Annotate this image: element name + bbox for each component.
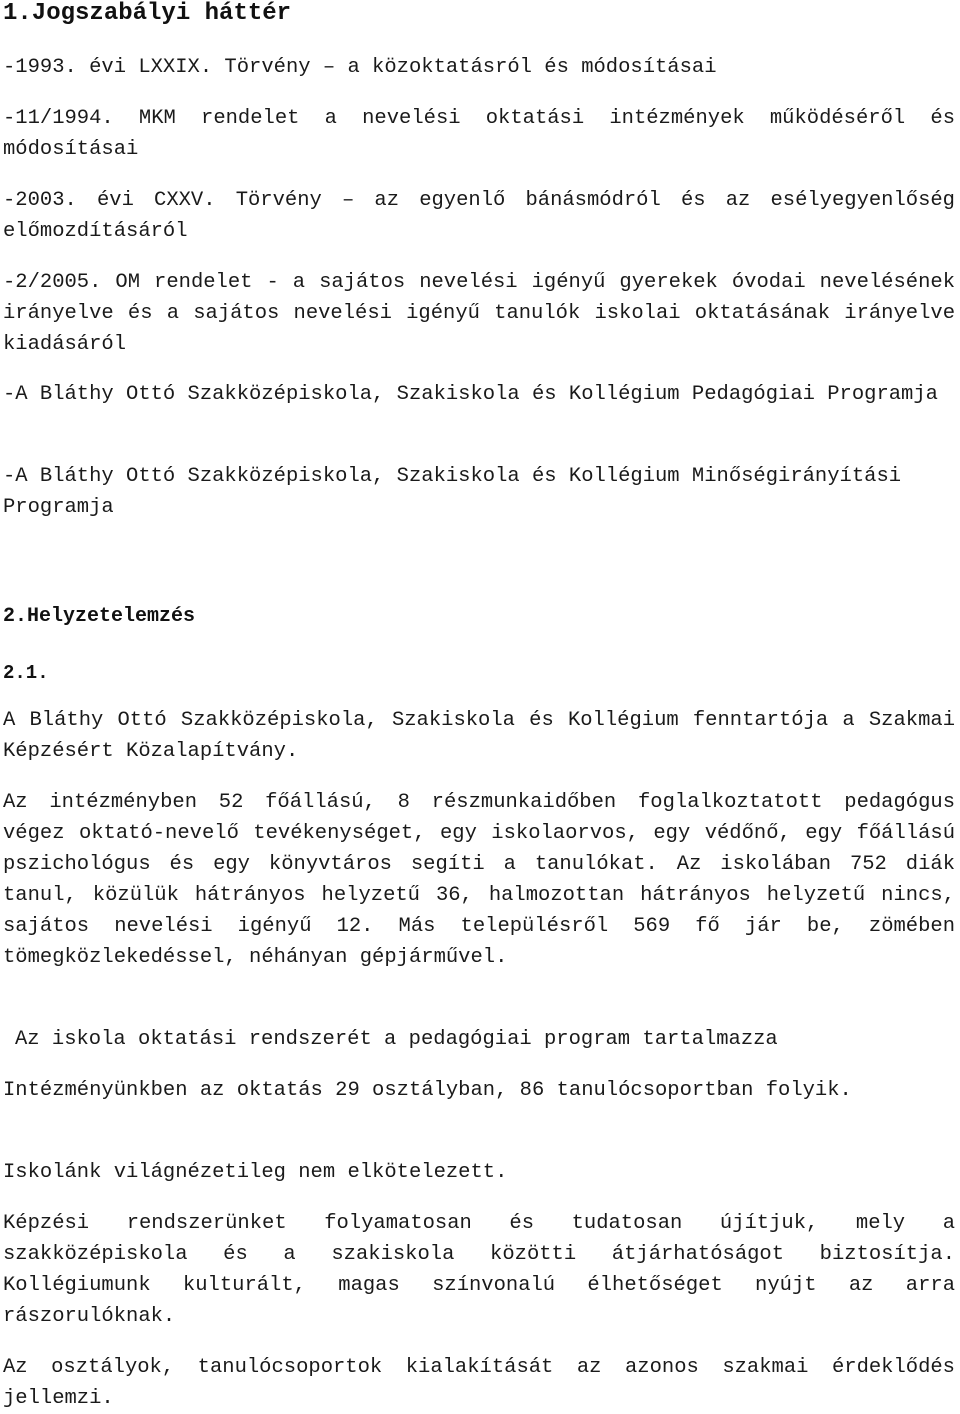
paragraph-classes: Intézményünkben az oktatás 29 osztályban, 86 tanulócsoportban folyik. bbox=[3, 1079, 852, 1102]
paragraph-education-system: Az iskola oktatási rendszerét a pedagógiai program tartalmazza bbox=[15, 1028, 778, 1051]
section-heading-situation-analysis: 2.Helyzetelemzés bbox=[3, 605, 196, 628]
paragraph-class-formation: Az osztályok, tanulócsoportok kialakítását az azonos szakmai érdeklődés jellemzi. bbox=[3, 1356, 955, 1410]
legal-item-1994: -11/1994. MKM rendelet a nevelési oktatási intézmények működéséről és módosításai bbox=[3, 107, 955, 161]
legal-item-2003: -2003. évi CXXV. Törvény – az egyenlő bánásmódról és az esélyegyenlőség előmozdításáról bbox=[3, 189, 955, 243]
paragraph-worldview: Iskolánk világnézetileg nem elkötelezett. bbox=[3, 1161, 508, 1184]
paragraph-training-system: Képzési rendszerünket folyamatosan és tudatosan újítjuk, mely a szakközépiskola és a szakiskola közötti átjárhatóságot biztosítja. Kollégiumunk kulturált, magas színvonalú élhetőséget nyújt az arra rászorulóknak. bbox=[3, 1212, 955, 1328]
legal-item-1993: -1993. évi LXXIX. Törvény – a közoktatásról és módosításai bbox=[3, 56, 717, 79]
paragraph-staff-students: Az intézményben 52 főállású, 8 részmunkaidőben foglalkoztatott pedagógus végez oktató-nevelő tevékenységet, egy iskolaorvos, egy védőnő, egy főállású pszichológus és egy könyvtáros segíti a tanulókat. Az iskolában 752 diák tanul, közülük hátrányos helyzetű 36, halmozottan hátrányos helyzetű nincs, sajátos nevelési igényű 12. Más településről 569 fő jár be, zömében tömegközlekedéssel, néhányan gépjárművel. bbox=[3, 791, 955, 969]
paragraph-maintainer: A Bláthy Ottó Szakközépiskola, Szakiskola és Kollégium fenntartója a Szakmai Képzésért Közalapítvány. bbox=[3, 709, 955, 763]
legal-item-2005: -2/2005. OM rendelet - a sajátos nevelési igényű gyerekek óvodai nevelésének irányelve és a sajátos nevelési igényű tanulók iskolai oktatásának irányelve kiadásáról bbox=[3, 271, 955, 356]
section-heading-legal-background: 1.Jogszabályi háttér bbox=[3, 0, 292, 27]
subsection-number: 2.1. bbox=[3, 662, 49, 684]
legal-item-quality-program: -A Bláthy Ottó Szakközépiskola, Szakiskola és Kollégium Minőségirányítási Programja bbox=[3, 465, 902, 519]
legal-item-pedagogical-program: -A Bláthy Ottó Szakközépiskola, Szakiskola és Kollégium Pedagógiai Programja bbox=[3, 383, 938, 406]
